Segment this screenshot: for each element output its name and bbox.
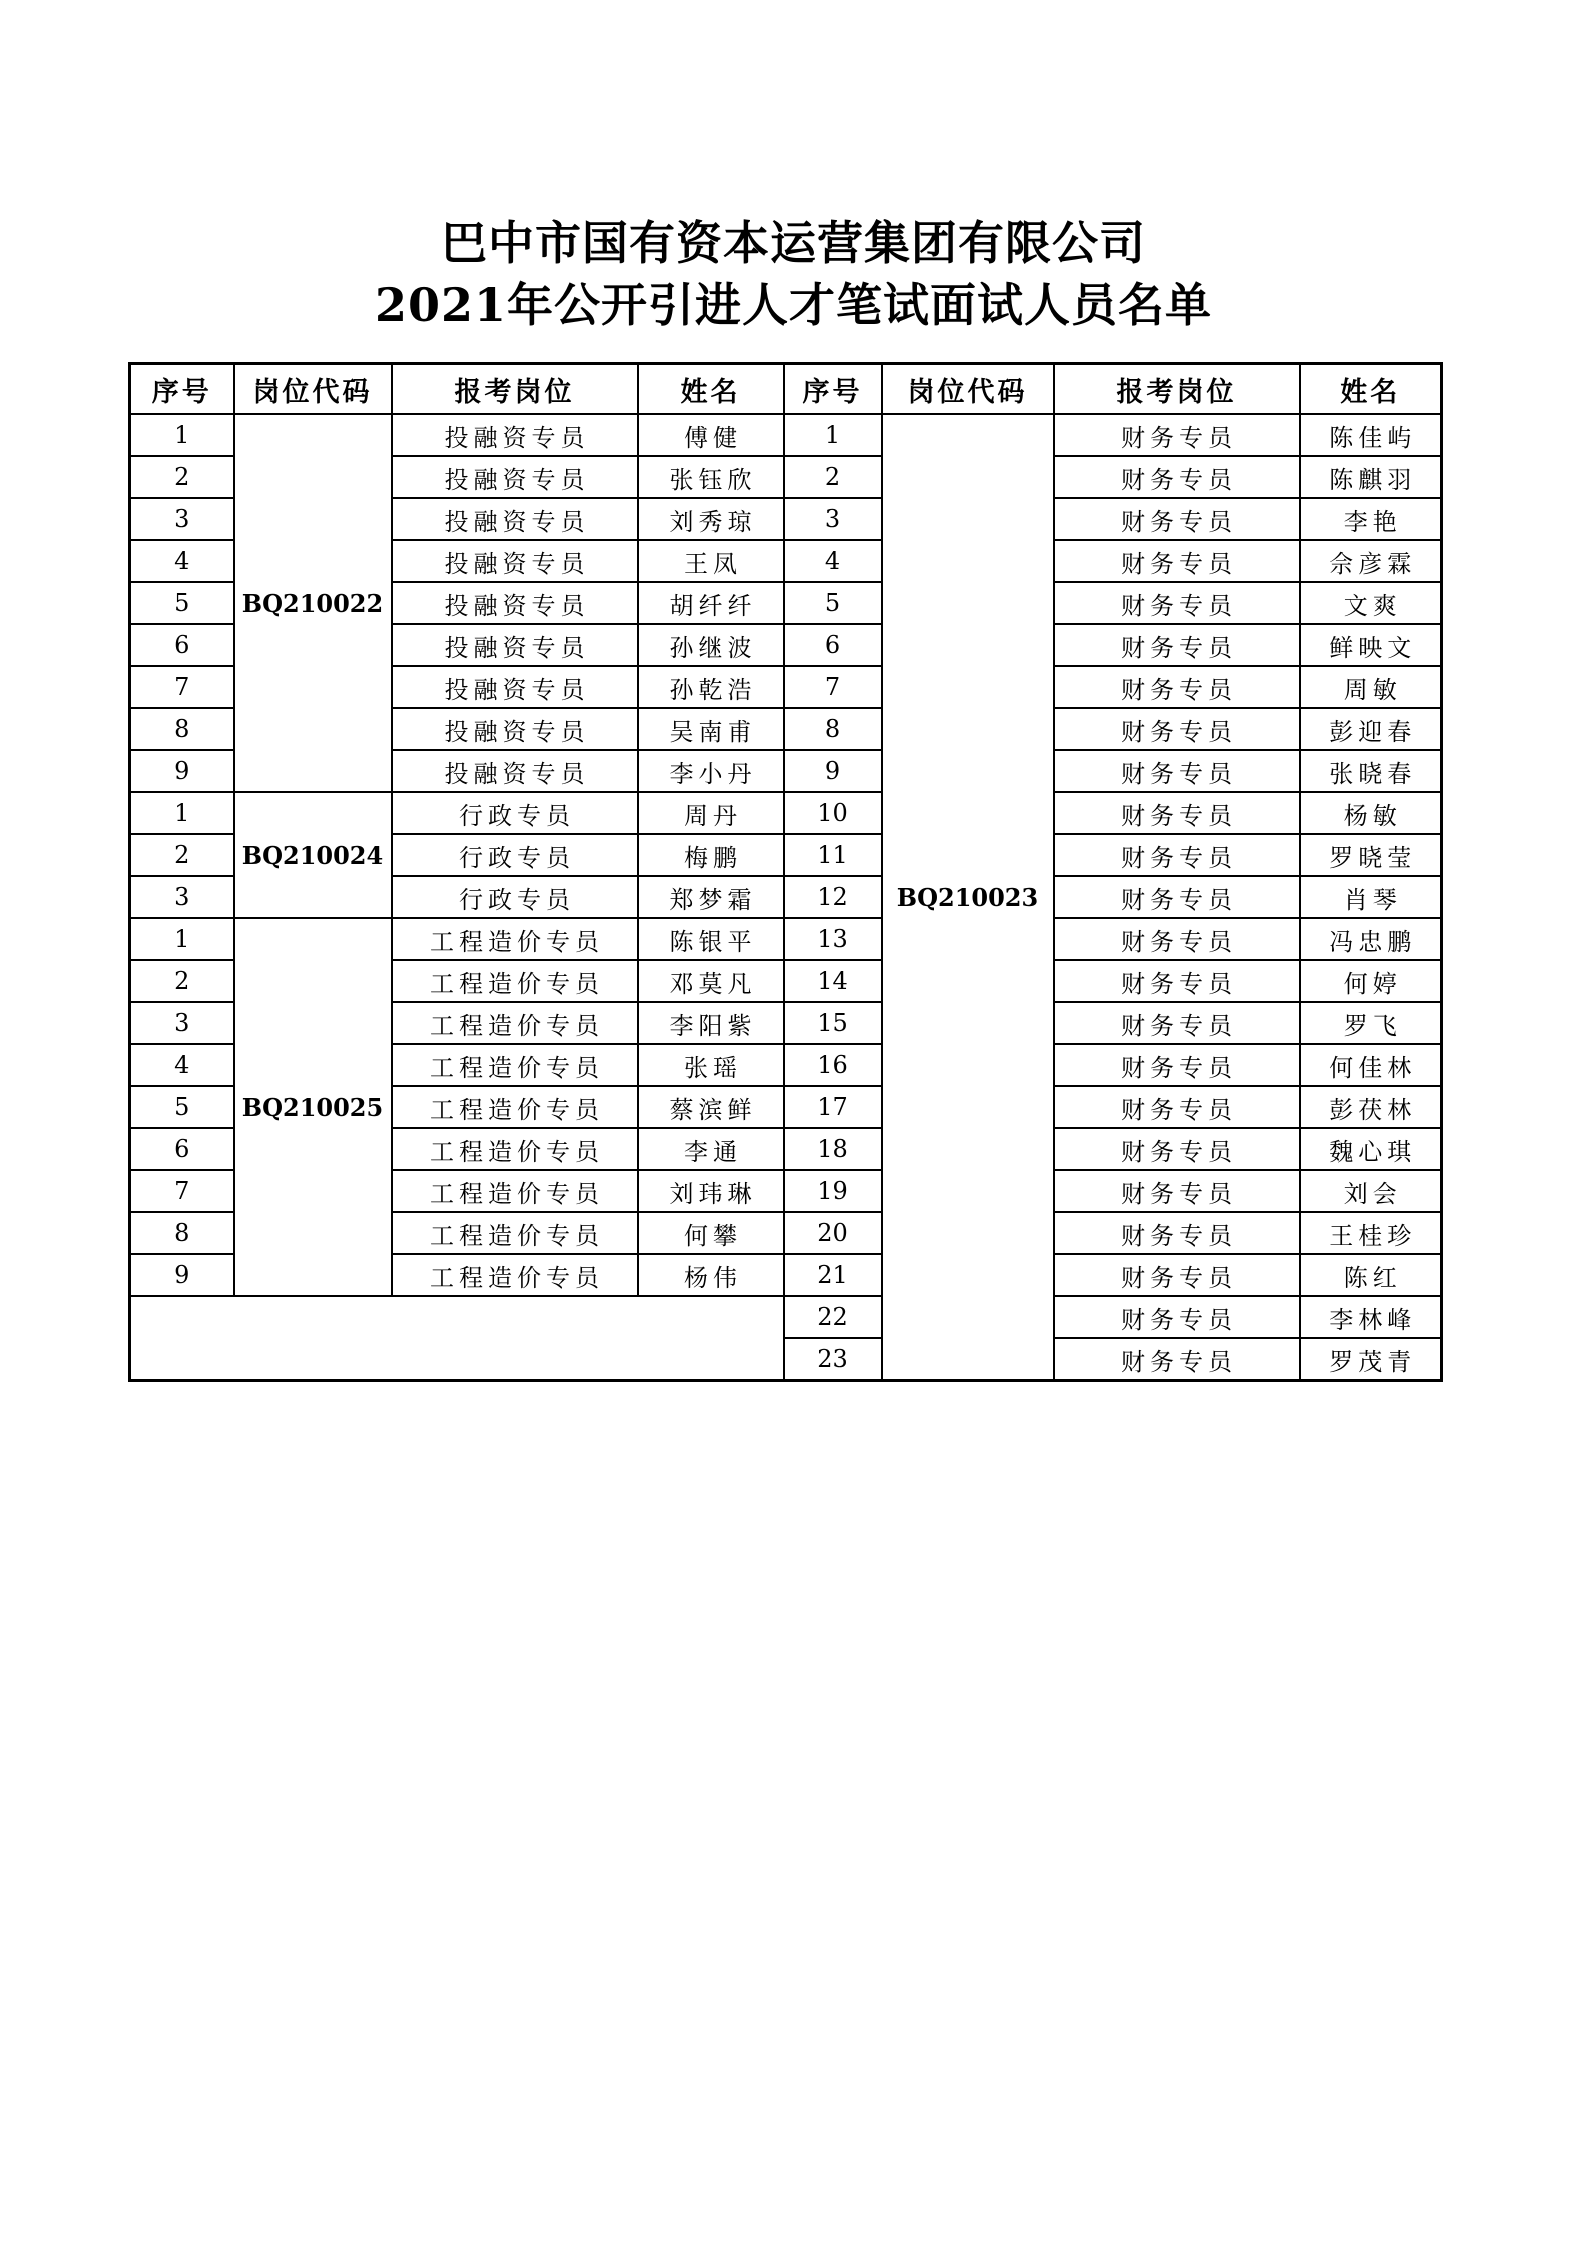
seq-cell: 12 bbox=[784, 876, 882, 918]
seq-cell: 7 bbox=[130, 666, 234, 708]
position-cell: 工程造价专员 bbox=[392, 1086, 638, 1128]
position-cell: 财务专员 bbox=[1054, 582, 1300, 624]
name-cell: 郑梦霜 bbox=[638, 876, 784, 918]
position-cell: 工程造价专员 bbox=[392, 1212, 638, 1254]
position-cell: 行政专员 bbox=[392, 876, 638, 918]
seq-cell: 1 bbox=[130, 792, 234, 834]
name-cell: 何婷 bbox=[1300, 960, 1442, 1002]
seq-cell: 8 bbox=[784, 708, 882, 750]
header-seq-right: 序号 bbox=[784, 364, 882, 415]
seq-cell: 1 bbox=[784, 414, 882, 456]
name-cell: 彭迎春 bbox=[1300, 708, 1442, 750]
seq-cell: 18 bbox=[784, 1128, 882, 1170]
seq-cell: 20 bbox=[784, 1212, 882, 1254]
roster-body bbox=[130, 414, 1442, 1381]
position-cell: 投融资专员 bbox=[392, 498, 638, 540]
name-cell: 邓莫凡 bbox=[638, 960, 784, 1002]
name-cell: 王桂珍 bbox=[1300, 1212, 1442, 1254]
table-row bbox=[130, 918, 1442, 960]
position-cell: 投融资专员 bbox=[392, 540, 638, 582]
position-cell: 财务专员 bbox=[1054, 1086, 1300, 1128]
header-code-right: 岗位代码 bbox=[882, 364, 1054, 415]
name-cell: 鲜映文 bbox=[1300, 624, 1442, 666]
name-cell: 李阳紫 bbox=[638, 1002, 784, 1044]
position-cell: 行政专员 bbox=[392, 792, 638, 834]
seq-cell: 21 bbox=[784, 1254, 882, 1296]
seq-cell: 14 bbox=[784, 960, 882, 1002]
name-cell: 张晓春 bbox=[1300, 750, 1442, 792]
position-cell: 投融资专员 bbox=[392, 624, 638, 666]
name-cell: 何攀 bbox=[638, 1212, 784, 1254]
seq-cell: 15 bbox=[784, 1002, 882, 1044]
position-cell: 财务专员 bbox=[1054, 750, 1300, 792]
seq-cell: 17 bbox=[784, 1086, 882, 1128]
name-cell: 杨敏 bbox=[1300, 792, 1442, 834]
title-line-1: 巴中市国有资本运营集团有限公司 bbox=[441, 216, 1146, 270]
seq-cell: 3 bbox=[784, 498, 882, 540]
name-cell: 刘会 bbox=[1300, 1170, 1442, 1212]
name-cell: 李小丹 bbox=[638, 750, 784, 792]
seq-cell: 4 bbox=[784, 540, 882, 582]
seq-cell: 4 bbox=[130, 1044, 234, 1086]
name-cell: 周敏 bbox=[1300, 666, 1442, 708]
name-cell: 冯忠鹏 bbox=[1300, 918, 1442, 960]
seq-cell: 11 bbox=[784, 834, 882, 876]
seq-cell: 3 bbox=[130, 1002, 234, 1044]
position-cell: 财务专员 bbox=[1054, 876, 1300, 918]
position-cell: 财务专员 bbox=[1054, 414, 1300, 456]
seq-cell: 8 bbox=[130, 708, 234, 750]
header-position-left: 报考岗位 bbox=[392, 364, 638, 415]
name-cell: 李通 bbox=[638, 1128, 784, 1170]
name-cell: 张钰欣 bbox=[638, 456, 784, 498]
position-cell: 工程造价专员 bbox=[392, 918, 638, 960]
seq-cell: 2 bbox=[784, 456, 882, 498]
position-cell: 财务专员 bbox=[1054, 1254, 1300, 1296]
code-cell: BQ210025 bbox=[234, 918, 392, 1296]
seq-cell: 4 bbox=[130, 540, 234, 582]
seq-cell: 9 bbox=[784, 750, 882, 792]
position-cell: 财务专员 bbox=[1054, 1212, 1300, 1254]
seq-cell: 6 bbox=[130, 624, 234, 666]
position-cell: 工程造价专员 bbox=[392, 1044, 638, 1086]
seq-cell: 5 bbox=[130, 1086, 234, 1128]
position-cell: 行政专员 bbox=[392, 834, 638, 876]
position-cell: 财务专员 bbox=[1054, 792, 1300, 834]
seq-cell: 2 bbox=[130, 834, 234, 876]
name-cell: 张瑶 bbox=[638, 1044, 784, 1086]
name-cell: 王凤 bbox=[638, 540, 784, 582]
name-cell: 杨伟 bbox=[638, 1254, 784, 1296]
position-cell: 工程造价专员 bbox=[392, 1170, 638, 1212]
seq-cell: 23 bbox=[784, 1338, 882, 1381]
position-cell: 财务专员 bbox=[1054, 666, 1300, 708]
header-name-right: 姓名 bbox=[1300, 364, 1442, 415]
position-cell: 财务专员 bbox=[1054, 1296, 1300, 1338]
name-cell: 李艳 bbox=[1300, 498, 1442, 540]
seq-cell: 10 bbox=[784, 792, 882, 834]
position-cell: 财务专员 bbox=[1054, 540, 1300, 582]
header-seq-left: 序号 bbox=[130, 364, 234, 415]
seq-cell: 3 bbox=[130, 498, 234, 540]
seq-cell: 7 bbox=[130, 1170, 234, 1212]
seq-cell: 5 bbox=[784, 582, 882, 624]
table-row bbox=[130, 792, 1442, 834]
name-cell: 罗飞 bbox=[1300, 1002, 1442, 1044]
name-cell: 佘彦霖 bbox=[1300, 540, 1442, 582]
name-cell: 孙继波 bbox=[638, 624, 784, 666]
name-cell: 吴南甫 bbox=[638, 708, 784, 750]
name-cell: 文爽 bbox=[1300, 582, 1442, 624]
seq-cell: 9 bbox=[130, 750, 234, 792]
position-cell: 财务专员 bbox=[1054, 1002, 1300, 1044]
name-cell: 罗茂青 bbox=[1300, 1338, 1442, 1381]
seq-cell: 19 bbox=[784, 1170, 882, 1212]
seq-cell: 22 bbox=[784, 1296, 882, 1338]
seq-cell: 13 bbox=[784, 918, 882, 960]
roster-table bbox=[128, 362, 1443, 1382]
name-cell: 刘秀琼 bbox=[638, 498, 784, 540]
position-cell: 财务专员 bbox=[1054, 918, 1300, 960]
table-row bbox=[130, 1296, 1442, 1338]
name-cell: 陈银平 bbox=[638, 918, 784, 960]
position-cell: 财务专员 bbox=[1054, 1338, 1300, 1381]
position-cell: 财务专员 bbox=[1054, 1044, 1300, 1086]
seq-cell: 6 bbox=[130, 1128, 234, 1170]
position-cell: 财务专员 bbox=[1054, 624, 1300, 666]
seq-cell: 7 bbox=[784, 666, 882, 708]
name-cell: 胡纤纤 bbox=[638, 582, 784, 624]
name-cell: 何佳林 bbox=[1300, 1044, 1442, 1086]
position-cell: 财务专员 bbox=[1054, 498, 1300, 540]
name-cell: 罗晓莹 bbox=[1300, 834, 1442, 876]
seq-cell: 2 bbox=[130, 960, 234, 1002]
seq-cell: 3 bbox=[130, 876, 234, 918]
seq-cell: 1 bbox=[130, 414, 234, 456]
name-cell: 周丹 bbox=[638, 792, 784, 834]
name-cell: 陈佳屿 bbox=[1300, 414, 1442, 456]
position-cell: 投融资专员 bbox=[392, 582, 638, 624]
title-line-2: 2021年公开引进人才笔试面试人员名单 bbox=[374, 278, 1213, 333]
position-cell: 工程造价专员 bbox=[392, 1002, 638, 1044]
seq-cell: 1 bbox=[130, 918, 234, 960]
name-cell: 蔡滨鲜 bbox=[638, 1086, 784, 1128]
position-cell: 财务专员 bbox=[1054, 834, 1300, 876]
name-cell: 李林峰 bbox=[1300, 1296, 1442, 1338]
position-cell: 投融资专员 bbox=[392, 750, 638, 792]
seq-cell: 2 bbox=[130, 456, 234, 498]
position-cell: 财务专员 bbox=[1054, 1170, 1300, 1212]
header-position-right: 报考岗位 bbox=[1054, 364, 1300, 415]
position-cell: 投融资专员 bbox=[392, 456, 638, 498]
seq-cell: 5 bbox=[130, 582, 234, 624]
document-title bbox=[0, 0, 1587, 336]
code-cell: BQ210022 bbox=[234, 414, 392, 792]
name-cell: 彭茯林 bbox=[1300, 1086, 1442, 1128]
position-cell: 财务专员 bbox=[1054, 1128, 1300, 1170]
name-cell: 刘玮琳 bbox=[638, 1170, 784, 1212]
table-row bbox=[130, 414, 1442, 456]
position-cell: 工程造价专员 bbox=[392, 960, 638, 1002]
header-row bbox=[130, 364, 1442, 415]
code-cell: BQ210024 bbox=[234, 792, 392, 918]
header-name-left: 姓名 bbox=[638, 364, 784, 415]
name-cell: 傅健 bbox=[638, 414, 784, 456]
position-cell: 工程造价专员 bbox=[392, 1128, 638, 1170]
position-cell: 投融资专员 bbox=[392, 708, 638, 750]
name-cell: 魏心琪 bbox=[1300, 1128, 1442, 1170]
position-cell: 工程造价专员 bbox=[392, 1254, 638, 1296]
position-cell: 投融资专员 bbox=[392, 666, 638, 708]
seq-cell: 8 bbox=[130, 1212, 234, 1254]
seq-cell: 16 bbox=[784, 1044, 882, 1086]
seq-cell: 6 bbox=[784, 624, 882, 666]
name-cell: 陈红 bbox=[1300, 1254, 1442, 1296]
empty-cell bbox=[130, 1296, 784, 1381]
name-cell: 陈麒羽 bbox=[1300, 456, 1442, 498]
position-cell: 财务专员 bbox=[1054, 708, 1300, 750]
position-cell: 财务专员 bbox=[1054, 456, 1300, 498]
name-cell: 肖琴 bbox=[1300, 876, 1442, 918]
position-cell: 投融资专员 bbox=[392, 414, 638, 456]
header-code-left: 岗位代码 bbox=[234, 364, 392, 415]
position-cell: 财务专员 bbox=[1054, 960, 1300, 1002]
seq-cell: 9 bbox=[130, 1254, 234, 1296]
name-cell: 孙乾浩 bbox=[638, 666, 784, 708]
name-cell: 梅鹏 bbox=[638, 834, 784, 876]
code-cell: BQ210023 bbox=[882, 414, 1054, 1381]
